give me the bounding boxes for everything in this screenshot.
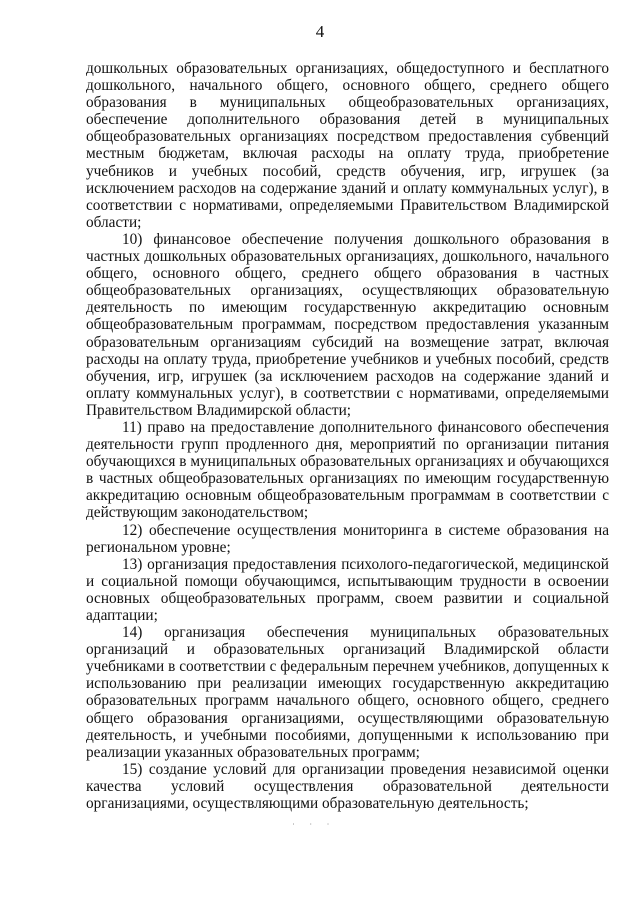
paragraph-item-14: 14) организация обеспечения муниципальных образовательных организаций и образовательных организаций Владимирской области учебниками в соответствии с федеральным перечнем учебников, допущенных к использованию при реализации имеющих государственную аккредитацию образовательных программ начального общего, основного общего, среднего общего образования организациями, осуществляющими образовательную деятельность, и учебными пособиями, допущенными к использованию при реализации указанных образовательных программ; [86, 624, 609, 761]
paragraph-item-15: 15) создание условий для организации проведения независимой оценки качества условий осуществления образовательной деятельности организациями, осуществляющими образовательную деятельность; [86, 760, 609, 813]
paragraph-item-11: 11) право на предоставление дополнительного финансового обеспечения деятельности групп продленного дня, мероприятий по организации питания обучающихся в муниципальных образовательных организациях и обучающихся в частных общеобразовательных организациях по имеющим государственную аккредитацию основным общеобразовательным программам в соответствии с действующим законодательством; [86, 418, 609, 522]
document-body [86, 60, 609, 812]
paragraph-continuation: дошкольных образовательных организациях, общедоступного и бесплатного дошкольного, начального общего, основного общего, среднего общего образования в муниципальных общеобразовательных организациях, обеспечение дополнительного образования детей в муниципальных общеобразовательных организациях посредством предоставления субвенций местным бюджетам, включая расходы на оплату труда, приобретение учебников и учебных пособий, средств обучения, игр, игрушек (за исключением расходов на содержание зданий и оплату коммунальных услуг), в соответствии с нормативами, определяемыми Правительством Владимирской области; [86, 60, 609, 231]
page-number: 4 [315, 22, 325, 41]
paragraph-item-12: 12) обеспечение осуществления мониторинга в системе образования на региональном уровне; [86, 521, 609, 556]
scan-noise-marks: ˙ ˙ ˙ [292, 822, 336, 832]
paragraph-item-13: 13) организация предоставления психолого-педагогической, медицинской и социальной помощи обучающимся, испытывающим трудности в освоении основных общеобразовательных программ, своем развитии и социальной адаптации; [86, 555, 609, 624]
paragraph-item-10: 10) финансовое обеспечение получения дошкольного образования в частных дошкольных образовательных организациях, дошкольного, начального общего, основного общего, среднего общего образования в частных общеобразовательных организациях, осуществляющих образовательную деятельность по имеющим государственную аккредитацию основным общеобразовательным программам, посредством предоставления указанным образовательным организациям субсидий на возмещение затрат, включая расходы на оплату труда, приобретение учебников и учебных пособий, средств обучения, игр, игрушек (за исключением расходов на содержание зданий и оплату коммунальных услуг), в соответствии с нормативами, определяемыми Правительством Владимирской области; [86, 230, 609, 419]
